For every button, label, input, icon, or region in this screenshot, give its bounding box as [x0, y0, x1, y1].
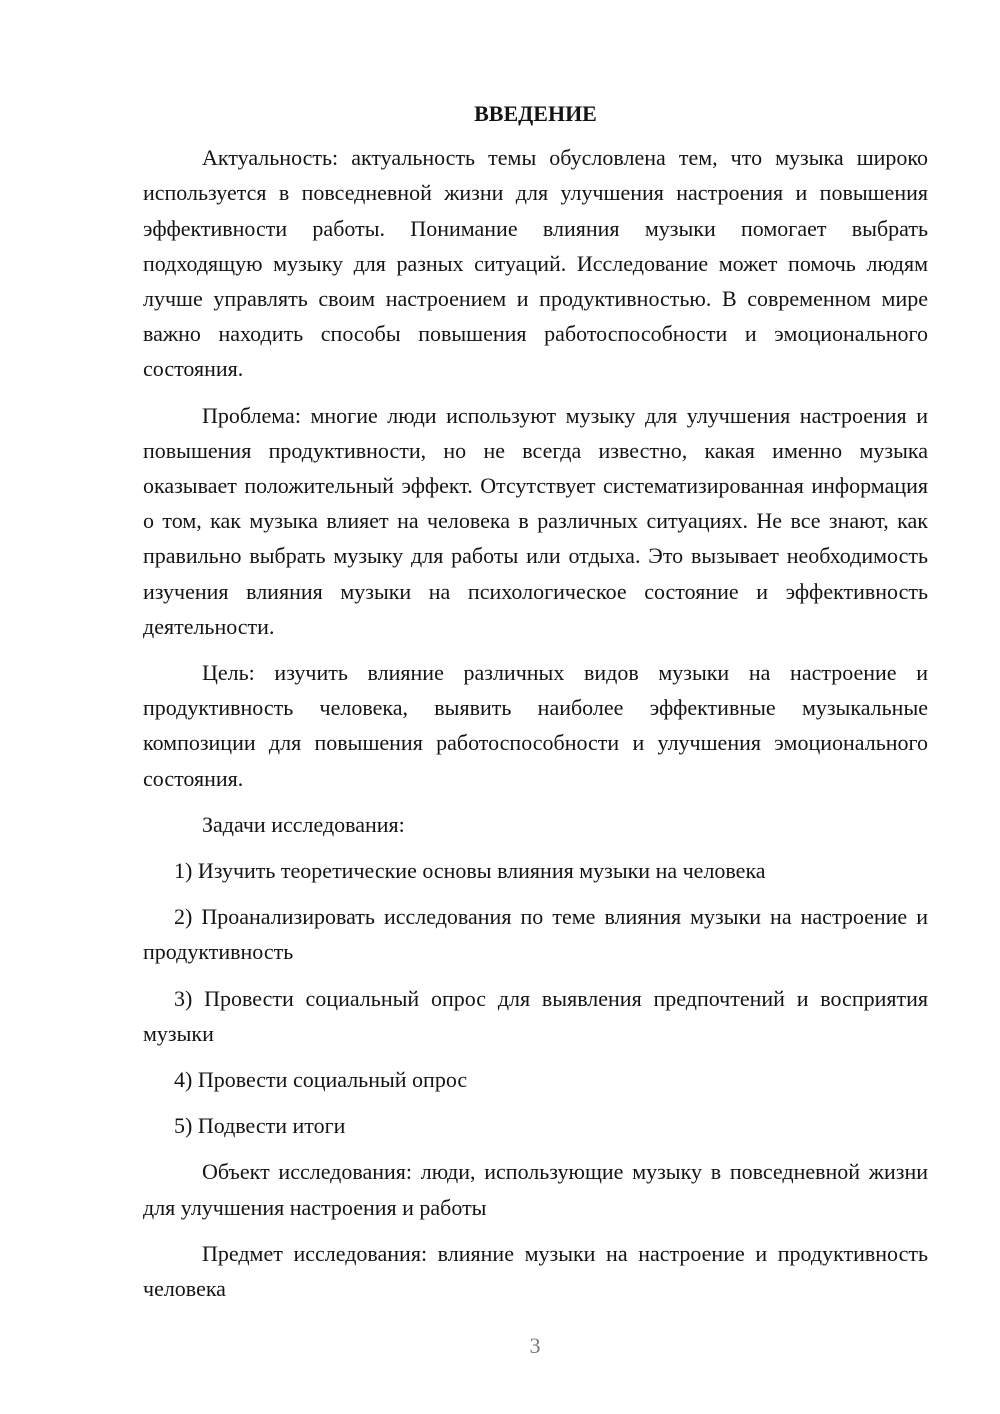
task-item-2: 2) Проанализировать исследования по теме влияния музыки на настроение и продуктивность — [143, 904, 928, 965]
paragraph-object: Объект исследования: люди, использующие музыку в повседневной жизни для улучшения настроения и работы — [143, 1159, 928, 1220]
paragraph-tasks-heading: Задачи исследования: — [202, 811, 405, 837]
paragraph-subject: Предмет исследования: влияние музыки на настроение и продуктивность человека — [143, 1240, 928, 1302]
task-item-5: 5) Подвести итоги — [174, 1113, 346, 1139]
paragraph-goal: Цель: изучить влияние различных видов музыки на настроение и продуктивность человека, выявить наиболее эффективные музыкальные композиции для повышения работоспособности и улучшения эмоционального состояния. — [143, 660, 928, 791]
page-number: 3 — [529, 1333, 541, 1358]
task-item-3: 3) Провести социальный опрос для выявления предпочтений и восприятия музыки — [143, 985, 928, 1046]
section-title: ВВЕДЕНИЕ — [474, 101, 597, 126]
task-item-4: 4) Провести социальный опрос — [174, 1067, 468, 1093]
document-body — [143, 96, 928, 1306]
paragraph-relevance: Актуальность: актуальность темы обусловлена тем, что музыка широко используется в повседневной жизни для улучшения настроения и повышения эффективности работы. Понимание влияния музыки помогает выбрать подходящую музыку для разных ситуаций. Исследование может помочь людям лучше управлять своим настроением и продуктивностью. В современном мире важно находить способы повышения работоспособности и эмоционального состояния. — [143, 145, 928, 382]
paragraph-problem: Проблема: многие люди используют музыку для улучшения настроения и повышения продуктивности, но не всегда известно, какая именно музыка оказывает положительный эффект. Отсутствует систематизированная информация о том, как музыка влияет на человека в различных ситуациях. Не все знают, как правильно выбрать музыку для работы или отдыха. Это вызывает необходимость изучения влияния музыки на психологическое состояние и эффективность деятельности. — [143, 402, 928, 639]
task-item-1: 1) Изучить теоретические основы влияния музыки на человека — [174, 858, 766, 884]
